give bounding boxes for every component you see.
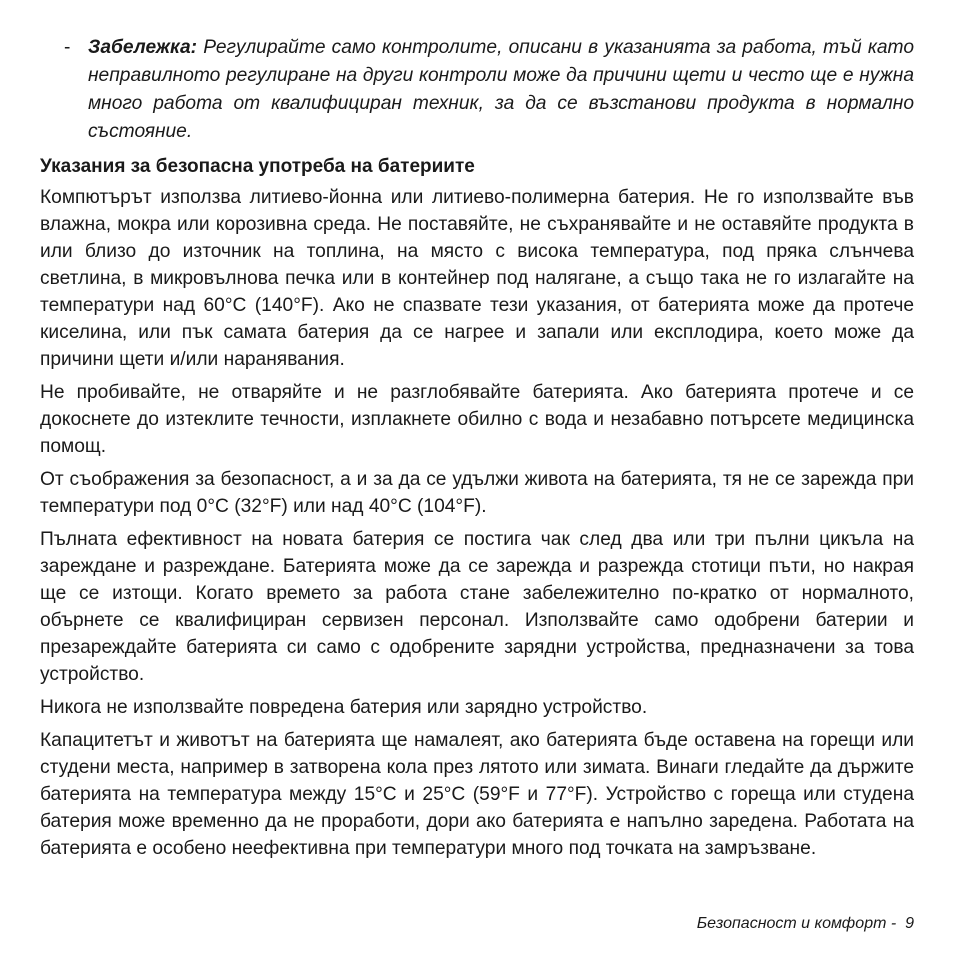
note-text: Регулирайте само контролите, описани в указанията за работа, тъй като неправилното регулиране на други контроли може да причини щети и често ще е нужна много работа от квалифициран техник, за да се възстанови продукта в нормално състояние.: [88, 37, 914, 142]
paragraph-damaged-battery: Никога не използвайте повредена батерия или зарядно устройство.: [40, 697, 648, 718]
paragraph-battery-usage: Компютърът използва литиево-йонна или литиево-полимерна батерия. Не го използвайте във влажна, мокра или корозивна среда. Не поставяйте, не съхранявайте и не оставяйте продукта в или близо до източник на топлина, на място с висока температура, под пряка слънчева светлина, в микровълнова печка или в контейнер под налягане, а също така не го излагайте на температури над 60°C (140°F). Ако не спазвате тези указания, от батерията може да протече киселина, или пък самата батерия да се нагрее и запали или експлодира, което може да причини щети и/или наранявания.: [40, 187, 914, 370]
paragraph-capacity: Капацитетът и животът на батерията ще намалеят, ако батерията бъде оставена на горещи или студени места, например в затворена кола през лятото или зимата. Винаги гледайте да държите батерията на температура между 15°C и 25°C (59°F и 77°F). Устройство с гореща или студена батерия може временно да не проработи, дори ако батерията е напълно заредена. Работата на батерията е особено неефективна при температури много под точката на замръзване.: [40, 730, 914, 859]
section-heading: Указания за безопасна употреба на батериите: [40, 156, 475, 177]
paragraph-battery-cycles: Пълната ефективност на новата батерия се постига чак след два или три пълни цикъла на зареждане и разреждане. Батерията може да се зарежда и разрежда стотици пъти, но накрая ще се изтощи. Когато времето за работа стане забележително по-кратко от нормалното, обърнете се квалифициран сервизен персонал. Използвайте само одобрени батерии и презареждайте батерията си само с одобрените зарядни устройства, предназначени за това устройство.: [40, 529, 914, 685]
page-footer: Безопасност и комфорт - 9: [696, 915, 914, 932]
document-page: [40, 34, 914, 868]
note-label: Забележка:: [88, 37, 198, 58]
note-body: [88, 34, 914, 146]
note-item: [40, 34, 914, 146]
paragraph-do-not-open: Не пробивайте, не отваряйте и не разглобявайте батерията. Ако батерията протече и се докоснете до изтеклите течности, изплакнете обилно с вода и незабавно потърсете медицинска помощ.: [40, 382, 914, 457]
note-bullet: -: [64, 37, 71, 58]
paragraph-charging-temperature: От съображения за безопасност, а и за да се удължи живота на батерията, тя не се зарежда при температури под 0°C (32°F) или над 40°C (104°F).: [40, 469, 914, 517]
